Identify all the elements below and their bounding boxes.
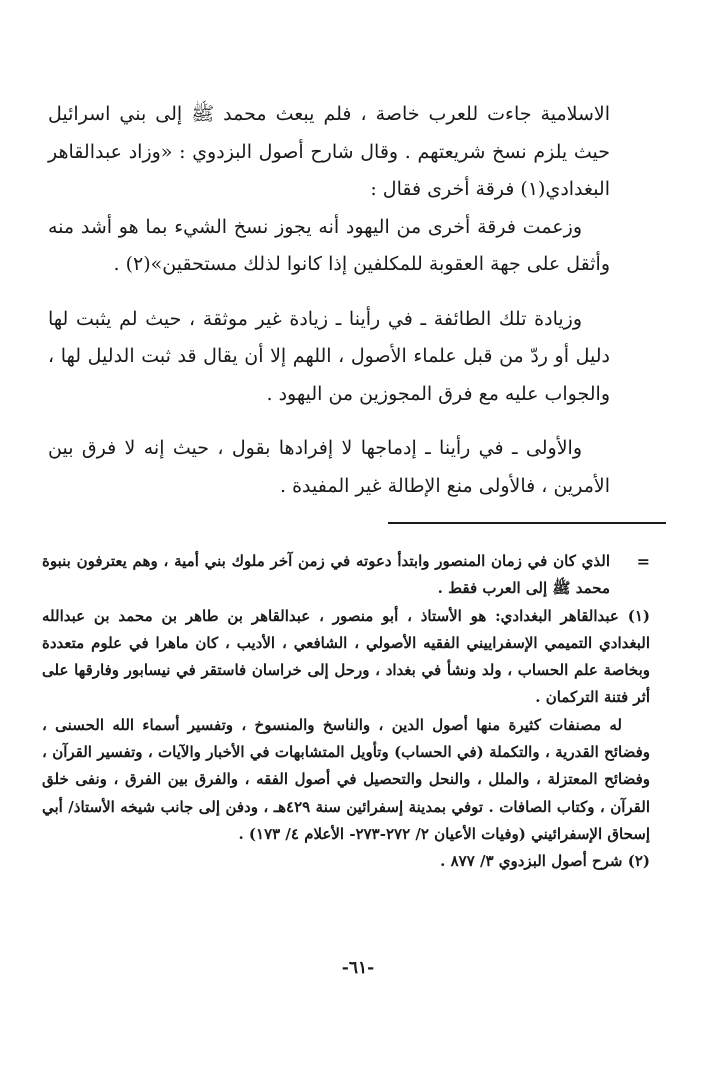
footnote-1: (١) عبدالقاهر البغدادي: هو الأستاذ ، أبو منصور ، عبدالقاهر بن طاهر بن محمد بن عبدالله البغدادي التميمي الإسفراييني الفقيه الأصولي ، الشافعي ، الأديب ، كان ماهرا في علوم متعددة وبخاصة علم الحساب ، ولد ونشأ في بغداد ، ورحل إلى خراسان فاستقر في نيسابور وفارقها على أثر فتنة التركمان . (42, 606, 650, 707)
footnote-1-continued: له مصنفات كثيرة منها أصول الدين ، والناسخ والمنسوخ ، وتفسير أسماء الله الحسنى ، وفضائح القدرية ، والتكملة (في الحساب) وتأويل المتشابهات في الأخبار والآيات ، وتفسير القرآن ، وفضائح المعتزلة ، والملل ، والنحل والتحصيل في أصول الفقه ، والفرق بين الفرق ، ونفى خلق القرآن ، وكتاب الصافات . توفي بمدينة إسفرائين سنة ٤٢٩هـ ، ودفن إلى جانب شيخه الأستاذ/ أبي إسحاق الإسفرائيني (وفيات الأعيان ٢/ ٢٧٢-٢٧٣- الأعلام ٤/ ١٧٣) . (42, 715, 650, 843)
paragraph-4: والأولى ـ في رأينا ـ إدماجها لا إفرادها بقول ، حيث إنه لا فرق بين الأمرين ، فالأولى منع الإطالة غير المفيدة . (48, 437, 610, 497)
paragraph-2: وزعمت فرقة أخرى من اليهود أنه يجوز نسخ الشيء بما هو أشد منه وأثقل على جهة العقوبة للمكلفين إذا كانوا لذلك مستحقين»(٢) . (48, 215, 610, 275)
footnote-continuation: الذي كان في زمان المنصور وابتدأ دعوته في زمن آخر ملوك بني أمية ، وهم يعترفون بنبوة محمد ﷺ إلى العرب فقط . (42, 552, 610, 598)
footnotes (42, 548, 650, 876)
footnote-separator (388, 522, 666, 524)
main-text (48, 96, 610, 505)
page-number: -٦١- (341, 958, 375, 978)
paragraph-1: الاسلامية جاءت للعرب خاصة ، فلم يبعث محمد ﷺ إلى بني اسرائيل حيث يلزم نسخ شريعتهم . وقال شارح أصول البزدوي : «وزاد عبدالقاهر البغدادي(١) فرقة أخرى فقال : (48, 103, 610, 200)
paragraph-3: وزيادة تلك الطائفة ـ في رأينا ـ زيادة غير موثقة ، حيث لم يثبت لها دليل أو ردّ من قبل علماء الأصول ، اللهم إلا أن يقال قد ثبت الدليل لها ، والجواب عليه مع فرق المجوزين من اليهود . (48, 307, 610, 405)
continuation-mark: = (636, 552, 650, 571)
footnote-2: (٢) شرح أصول البزدوي ٣/ ٨٧٧ . (440, 852, 650, 871)
